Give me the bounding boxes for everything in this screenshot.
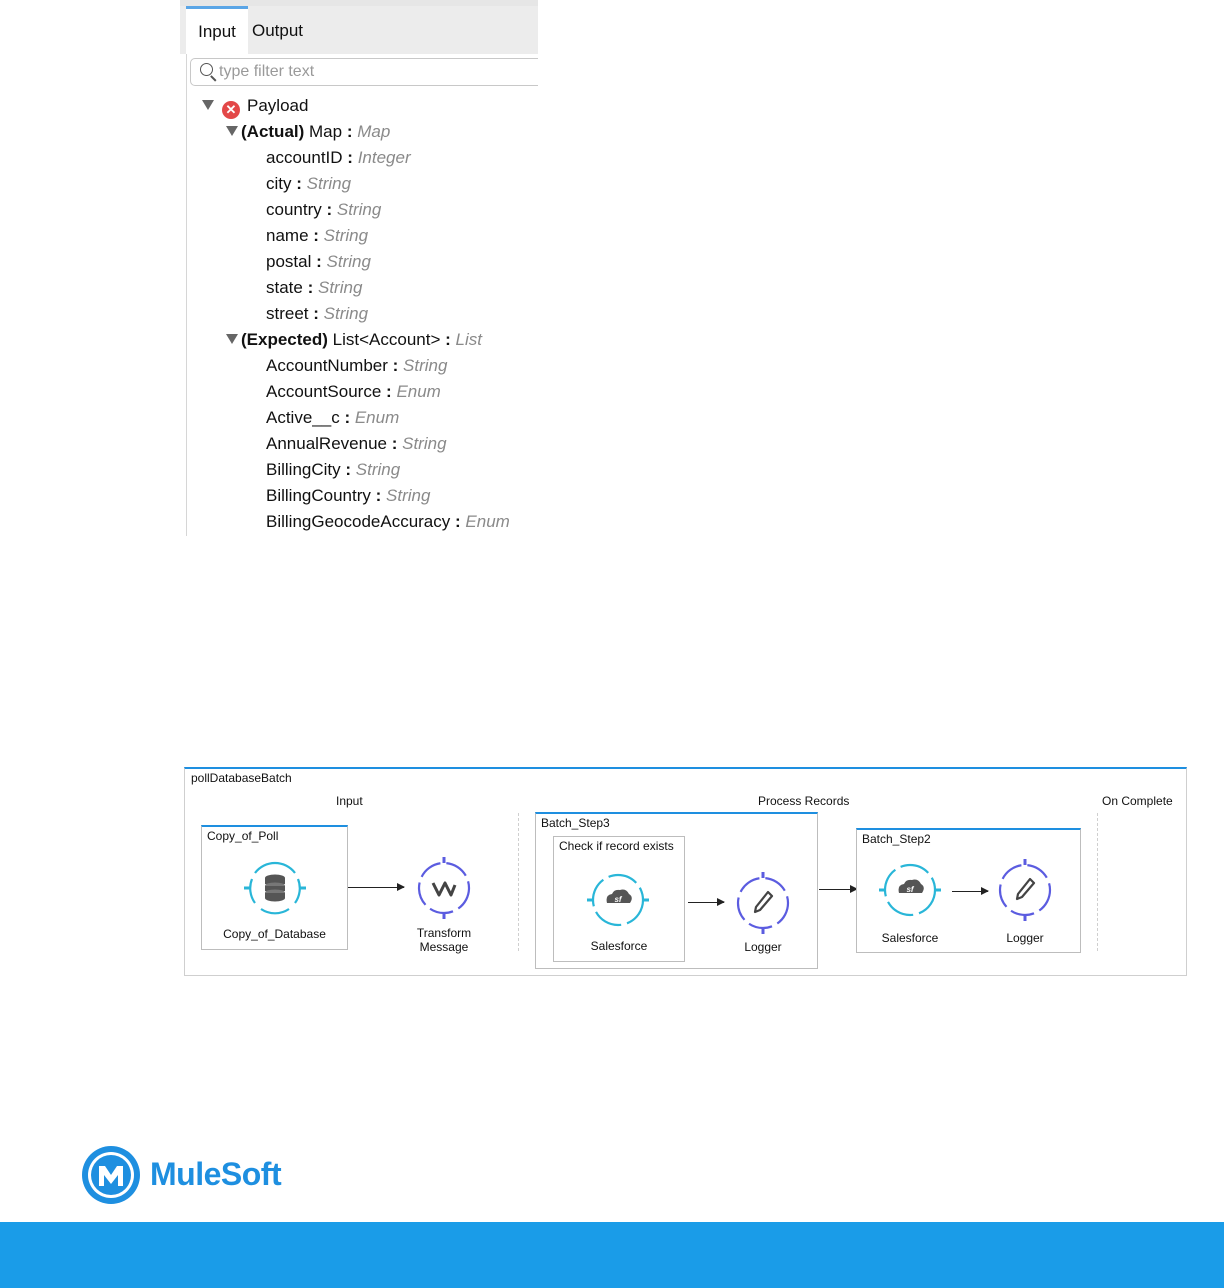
section-input-label: Input — [336, 794, 363, 808]
logger-icon[interactable] — [728, 870, 798, 936]
expand-triangle-icon[interactable] — [226, 126, 238, 136]
metadata-panel — [180, 0, 538, 536]
flow-title: pollDatabaseBatch — [191, 771, 292, 785]
actual-type: Map — [357, 122, 391, 141]
field-name: postal — [266, 252, 312, 271]
check-record-scope[interactable] — [553, 836, 685, 962]
salesforce-label: Salesforce — [590, 939, 648, 953]
type-separator: : — [455, 512, 461, 531]
tree-row-field[interactable] — [266, 483, 430, 509]
logger-icon[interactable] — [990, 857, 1060, 923]
tree-row-actual[interactable] — [226, 119, 390, 145]
expand-triangle-icon[interactable] — [226, 334, 238, 344]
database-label: Copy_of_Database — [223, 927, 326, 941]
type-separator: : — [345, 460, 352, 479]
tab-output[interactable]: Output — [252, 21, 304, 40]
error-icon: ✕ — [222, 101, 240, 119]
copy-of-poll-scope[interactable] — [201, 825, 348, 950]
field-type: String — [323, 304, 369, 323]
scope-title: Batch_Step3 — [541, 816, 610, 830]
type-separator: : — [326, 200, 333, 219]
field-name: AccountNumber — [266, 356, 388, 375]
type-separator: : — [313, 226, 319, 245]
field-name: state — [266, 278, 303, 297]
type-separator: : — [316, 252, 322, 271]
field-name: BillingCity — [266, 460, 341, 479]
tree-row-field[interactable] — [266, 223, 368, 249]
field-type: Enum — [465, 512, 510, 531]
tree-row-field[interactable] — [266, 249, 371, 275]
search-icon — [200, 63, 213, 76]
batch-step3-scope[interactable] — [535, 812, 818, 969]
tree-row-payload[interactable] — [202, 93, 308, 119]
flow-arrow — [348, 887, 404, 888]
transform-label-line1: Transform — [416, 926, 472, 940]
tree-row-field[interactable] — [266, 197, 381, 223]
expand-triangle-icon[interactable] — [202, 100, 214, 110]
logger-label: Logger — [744, 940, 782, 954]
flow-arrow — [952, 891, 988, 892]
tree-row-field[interactable] — [266, 431, 447, 457]
tree-row-field[interactable] — [266, 509, 510, 535]
field-name: name — [266, 226, 309, 245]
scope-title: Batch_Step2 — [862, 832, 931, 846]
tree-row-expected[interactable] — [226, 327, 482, 353]
field-name: country — [266, 200, 322, 219]
expected-name: List<Account> — [332, 330, 441, 349]
field-name: BillingGeocodeAccuracy — [266, 512, 451, 531]
field-type: String — [386, 486, 431, 505]
type-separator: : — [392, 356, 399, 375]
type-separator: : — [296, 174, 302, 193]
tree-row-field[interactable] — [266, 145, 411, 171]
expected-type: List — [455, 330, 483, 349]
tree-row-field[interactable] — [266, 301, 368, 327]
tree-row-field[interactable] — [266, 171, 351, 197]
section-divider — [1097, 813, 1098, 951]
salesforce-icon[interactable] — [583, 869, 653, 931]
field-type: Integer — [357, 148, 411, 167]
batch-step2-scope[interactable] — [856, 828, 1081, 953]
mulesoft-logo-text: MuleSoft — [150, 1156, 282, 1192]
payload-label: Payload — [247, 96, 309, 115]
field-type: String — [326, 252, 371, 271]
filter-box[interactable] — [190, 58, 538, 86]
mulesoft-logo — [80, 1144, 300, 1206]
type-separator: : — [445, 330, 451, 349]
field-name: AnnualRevenue — [266, 434, 387, 453]
flow-arrow — [688, 902, 724, 903]
type-separator: : — [307, 278, 314, 297]
filter-input[interactable] — [219, 61, 519, 83]
section-divider — [518, 813, 519, 951]
section-complete-label: On Complete — [1102, 794, 1173, 808]
field-type: String — [323, 226, 369, 245]
database-icon[interactable] — [240, 857, 310, 919]
tab-input[interactable]: Input — [186, 6, 248, 57]
panel-left-border — [186, 54, 187, 536]
scope-title: Check if record exists — [559, 839, 674, 853]
field-name: city — [266, 174, 292, 193]
mulesoft-logo-icon — [80, 1144, 142, 1206]
flow-arrow — [819, 889, 857, 890]
field-name: street — [266, 304, 309, 323]
logger-label: Logger — [1006, 931, 1044, 945]
scope-title: Copy_of_Poll — [207, 829, 279, 843]
field-name: Active__c — [266, 408, 340, 427]
field-type: String — [403, 356, 448, 375]
transform-message-icon[interactable] — [409, 855, 479, 921]
flow-canvas — [184, 767, 1187, 976]
type-separator: : — [313, 304, 319, 323]
svg-text:sf: sf — [614, 895, 622, 904]
field-type: Enum — [354, 408, 400, 427]
svg-text:sf: sf — [906, 885, 914, 894]
actual-prefix: (Actual) — [241, 122, 305, 141]
field-type: Enum — [396, 382, 441, 401]
field-type: String — [402, 434, 447, 453]
field-name: AccountSource — [266, 382, 382, 401]
type-separator: : — [347, 148, 353, 167]
type-separator: : — [344, 408, 351, 427]
salesforce-icon[interactable] — [875, 859, 945, 921]
tree-row-field[interactable] — [266, 457, 400, 483]
type-separator: : — [386, 382, 392, 401]
transform-label-line2: Message — [419, 940, 469, 954]
transform-label — [404, 926, 484, 954]
field-name: BillingCountry — [266, 486, 371, 505]
type-separator: : — [346, 122, 353, 141]
tree-row-field[interactable] — [266, 353, 447, 379]
field-type: String — [318, 278, 363, 297]
field-type: String — [306, 174, 352, 193]
expected-prefix: (Expected) — [241, 330, 328, 349]
field-type: String — [336, 200, 382, 219]
type-separator: : — [391, 434, 398, 453]
tree-row-field[interactable] — [266, 405, 399, 431]
footer-bar — [0, 1222, 1224, 1288]
section-process-label: Process Records — [758, 794, 850, 808]
tree-row-field[interactable] — [266, 275, 362, 301]
type-separator: : — [375, 486, 382, 505]
field-name: accountID — [266, 148, 343, 167]
salesforce-label: Salesforce — [881, 931, 939, 945]
tree-row-field[interactable] — [266, 379, 441, 405]
field-type: String — [355, 460, 401, 479]
actual-name: Map — [309, 122, 343, 141]
